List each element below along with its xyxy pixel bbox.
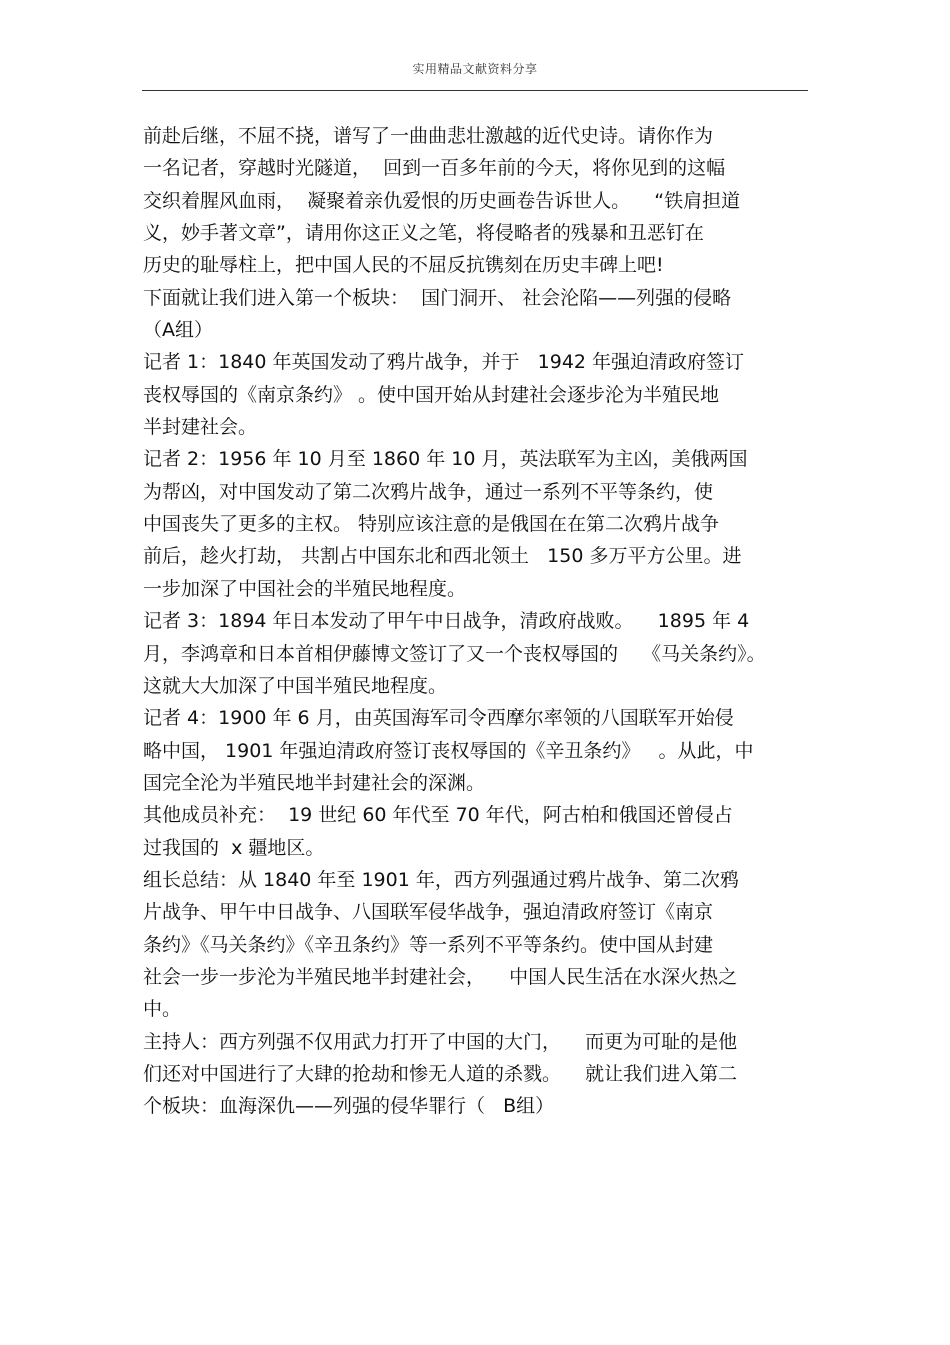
text-line: 记者 3：1894 年日本发动了甲午中日战争，清政府战败。 1895 年 4 xyxy=(143,610,750,633)
text-line: 略中国， 1901 年强迫清政府签订丧权辱国的《辛丑条约》 。从此，中 xyxy=(143,739,754,762)
document-body xyxy=(143,120,823,1123)
text-line: （A组） xyxy=(143,319,213,342)
text-line: 月，李鸿章和日本首相伊藤博文签订了又一个丧权辱国的 《马关条约》。 xyxy=(143,642,766,665)
text-line: 主持人：西方列强不仅用武力打开了中国的大门， 而更为可耻的是他 xyxy=(143,1030,738,1053)
text-line: 交织着腥风血雨， 凝聚着亲仇爱恨的历史画卷告诉世人。 “铁肩担道 xyxy=(143,189,741,212)
text-line: 中国丧失了更多的主权。 特别应该注意的是俄国在在第二次鸦片战争 xyxy=(143,513,720,536)
text-line: 半封建社会。 xyxy=(143,416,258,439)
text-line: 过我国的 x 疆地区。 xyxy=(143,836,325,859)
header-divider xyxy=(142,90,808,91)
text-line: 一步加深了中国社会的半殖民地程度。 xyxy=(143,577,467,600)
text-line: 社会一步一步沦为半殖民地半封建社会， 中国人民生活在水深火热之 xyxy=(143,965,738,988)
text-line: 前赴后继，不屈不挠，谱写了一曲曲悲壮激越的近代史诗。请你作为 xyxy=(143,125,714,147)
text-line: 下面就让我们进入第一个板块： 国门洞开、 社会沦陷——列强的侵略 xyxy=(143,286,732,309)
text-line: 个板块：血海深仇——列强的侵华罪行（ B组） xyxy=(143,1095,555,1118)
text-line: 记者 2：1956 年 10 月至 1860 年 10 月，英法联军为主凶，美俄两国 xyxy=(143,448,748,471)
text-line: 为帮凶，对中国发动了第二次鸦片战争，通过一系列不平等条约，使 xyxy=(143,480,714,503)
text-line: 历史的耻辱柱上，把中国人民的不屈反抗镌刻在历史丰碑上吧! xyxy=(143,254,664,277)
text-line: 记者 1：1840 年英国发动了鸦片战争，并于 1942 年强迫清政府签订 xyxy=(143,351,745,374)
text-line: 一名记者，穿越时光隧道， 回到一百多年前的今天，将你见到的这幅 xyxy=(143,157,726,180)
text-line: 国完全沦为半殖民地半封建社会的深渊。 xyxy=(143,771,486,794)
text-line: 组长总结：从 1840 年至 1901 年，西方列强通过鸦片战争、第二次鸦 xyxy=(143,868,739,891)
text-line: 丧权辱国的《南京条约》 。使中国开始从封建社会逐步沦为半殖民地 xyxy=(143,383,720,406)
text-line: 义，妙手著文章”，请用你这正义之笔，将侵略者的残暴和丑恶钉在 xyxy=(143,222,704,245)
text-line: 中。 xyxy=(143,998,182,1021)
text-line: 记者 4：1900 年 6 月，由英国海军司令西摩尔率领的八国联军开始侵 xyxy=(143,707,734,730)
text-line: 其他成员补充： 19 世纪 60 年代至 70 年代，阿古柏和俄国还曾侵占 xyxy=(143,804,733,827)
text-line: 片战争、甲午中日战争、八国联军侵华战争，强迫清政府签订《南京 xyxy=(143,901,714,924)
text-line: 们还对中国进行了大肆的抢劫和惨无人道的杀戮。 就让我们进入第二 xyxy=(143,1062,738,1085)
text-line: 条约》《马关条约》《辛丑条约》等一系列不平等条约。使中国从封建 xyxy=(143,933,714,956)
page-header-title: 实用精品文献资料分享 xyxy=(412,62,538,76)
text-line: 前后，趁火打劫， 共割占中国东北和西北领土 150 多万平方公里。进 xyxy=(143,545,742,568)
text-line: 这就大大加深了中国半殖民地程度。 xyxy=(143,674,448,697)
